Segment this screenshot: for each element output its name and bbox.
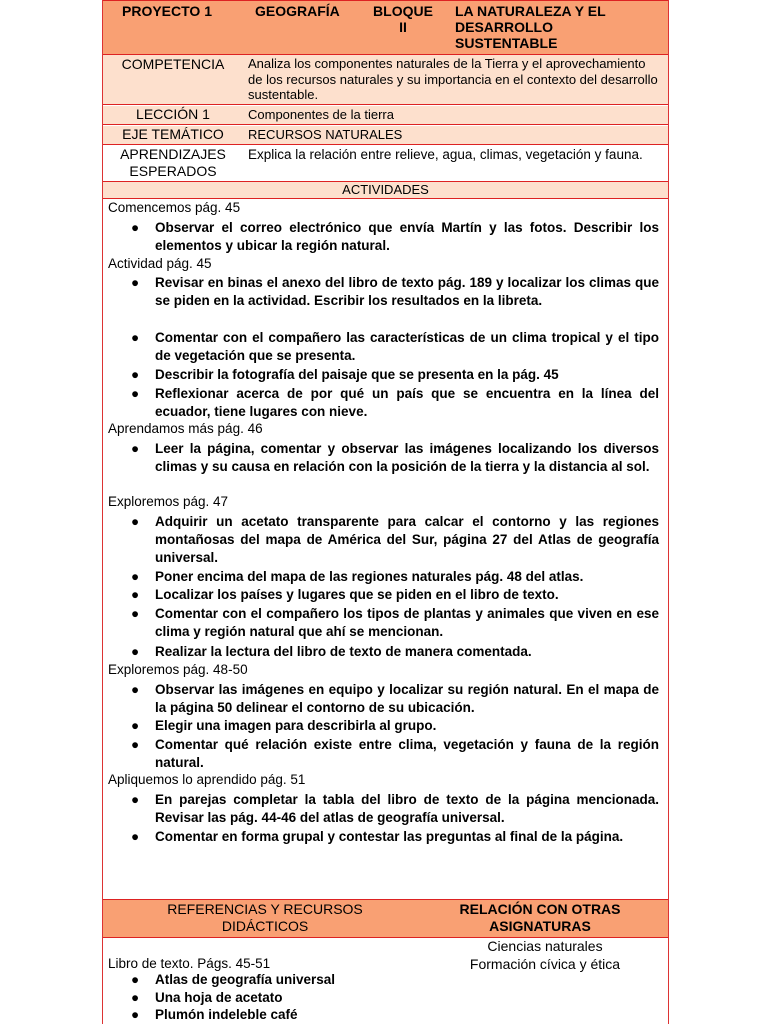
resource-item: Plumón indeleble café	[155, 1007, 298, 1022]
activity-item: Observar las imágenes en equipo y localizar su región natural. En el mapa de la página 50 delinear el contorno de su ubicación.	[155, 682, 659, 715]
section-title: Aprendamos más pág. 46	[108, 421, 263, 436]
leccion-text: Componentes de la tierra	[248, 107, 394, 122]
section-title: Exploremos pág. 48-50	[108, 662, 248, 677]
project-name: LA NATURALEZA Y EL DESARROLLO SUSTENTABLE	[455, 3, 606, 51]
bullet-icon: ●	[131, 1007, 140, 1022]
bullet-icon: ●	[131, 792, 140, 807]
section-title: Actividad pág. 45	[108, 256, 212, 271]
activity-item: Comentar con el compañero las características de un clima tropical y el tipo de vegetación que se presenta.	[155, 330, 659, 363]
bullet-icon: ●	[131, 514, 140, 529]
eje-label: EJE TEMÁTICO	[122, 126, 224, 142]
bullet-icon: ●	[131, 367, 140, 382]
activity-item: Realizar la lectura del libro de texto de manera comentada.	[155, 644, 532, 659]
activity-item: Localizar los países y lugares que se piden en el libro de texto.	[155, 587, 559, 602]
activity-item: Poner encima del mapa de las regiones naturales pág. 48 del atlas.	[155, 569, 584, 584]
aprendizajes-label: APRENDIZAJES ESPERADOS	[120, 146, 226, 179]
related-subject: Ciencias naturales	[487, 938, 603, 954]
activity-item: Elegir una imagen para describirla al grupo.	[155, 718, 437, 733]
related-subjects-header: RELACIÓN CON OTRAS ASIGNATURAS	[459, 901, 621, 934]
activity-item: Revisar en binas el anexo del libro de texto pág. 189 y localizar los climas que se piden en la actividad. Escribir los resultados en la libreta.	[155, 275, 659, 308]
bullet-icon: ●	[131, 386, 140, 401]
competencia-label: COMPETENCIA	[121, 56, 225, 72]
activity-item: Comentar qué relación existe entre clima, vegetación y fauna de la región natural.	[155, 737, 659, 770]
activity-item: Reflexionar acerca de por qué un país que se encuentra en la línea del ecuador, tiene lugares con nieve.	[155, 386, 659, 419]
bullet-icon: ●	[131, 972, 140, 987]
bullet-icon: ●	[131, 330, 140, 345]
activity-item: Describir la fotografía del paisaje que se presenta en la pág. 45	[155, 367, 559, 382]
bullet-icon: ●	[131, 990, 140, 1005]
related-subject: Formación cívica y ética	[469, 956, 621, 972]
bullet-icon: ●	[131, 275, 140, 290]
bullet-icon: ●	[131, 829, 140, 844]
bullet-icon: ●	[131, 737, 140, 752]
subject-title: GEOGRAFÍA	[255, 3, 340, 19]
resource-item: Una hoja de acetato	[155, 990, 283, 1005]
activity-item: Leer la página, comentar y observar las imágenes localizando los diversos climas y su causa en relación con la posición de la tierra y la distancia al sol.	[155, 441, 659, 474]
activity-item: Adquirir un acetato transparente para calcar el contorno y las regiones montañosas del mapa de América del Sur, página 27 del Atlas de geografía universal.	[155, 514, 659, 565]
competencia-text: Analiza los componentes naturales de la Tierra y el aprovechamiento de los recursos naturales y su importancia en el contexto del desarrollo sustentable.	[248, 56, 658, 102]
bullet-icon: ●	[131, 569, 140, 584]
bullet-icon: ●	[131, 441, 140, 456]
project-title: PROYECTO 1	[122, 3, 212, 19]
activity-item: Observar el correo electrónico que envía Martín y las fotos. Describir los elementos y ubicar la región natural.	[155, 220, 659, 253]
section-title: Exploremos pág. 47	[108, 494, 229, 509]
activities-header: ACTIVIDADES	[342, 182, 429, 197]
leccion-label: LECCIÓN 1	[136, 106, 210, 122]
aprendizajes-text: Explica la relación entre relieve, agua, climas, vegetación y fauna.	[248, 147, 643, 162]
textbook-reference: Libro de texto. Págs. 45-51	[108, 956, 271, 971]
bullet-icon: ●	[131, 718, 140, 733]
resource-item: Atlas de geografía universal	[155, 972, 336, 987]
bullet-icon: ●	[131, 220, 140, 235]
activity-item: Comentar con el compañero los tipos de plantas y animales que viven en ese clima y región natural que ahí se mencionan.	[155, 606, 659, 639]
activity-item: En parejas completar la tabla del libro de texto de la página mencionada. Revisar las pág. 44-46 del atlas de geografía universal.	[155, 792, 659, 825]
section-title: Apliquemos lo aprendido pág. 51	[108, 772, 306, 787]
activity-item: Comentar en forma grupal y contestar las preguntas al final de la página.	[155, 829, 624, 844]
eje-text: RECURSOS NATURALES	[248, 127, 403, 142]
section-title: Comencemos pág. 45	[108, 200, 241, 215]
bullet-icon: ●	[131, 682, 140, 697]
bullet-icon: ●	[131, 587, 140, 602]
bullet-icon: ●	[131, 644, 140, 659]
references-header: REFERENCIAS Y RECURSOS DIDÁCTICOS	[167, 901, 363, 934]
block-title: BLOQUE II	[373, 3, 433, 35]
bullet-icon: ●	[131, 606, 140, 621]
